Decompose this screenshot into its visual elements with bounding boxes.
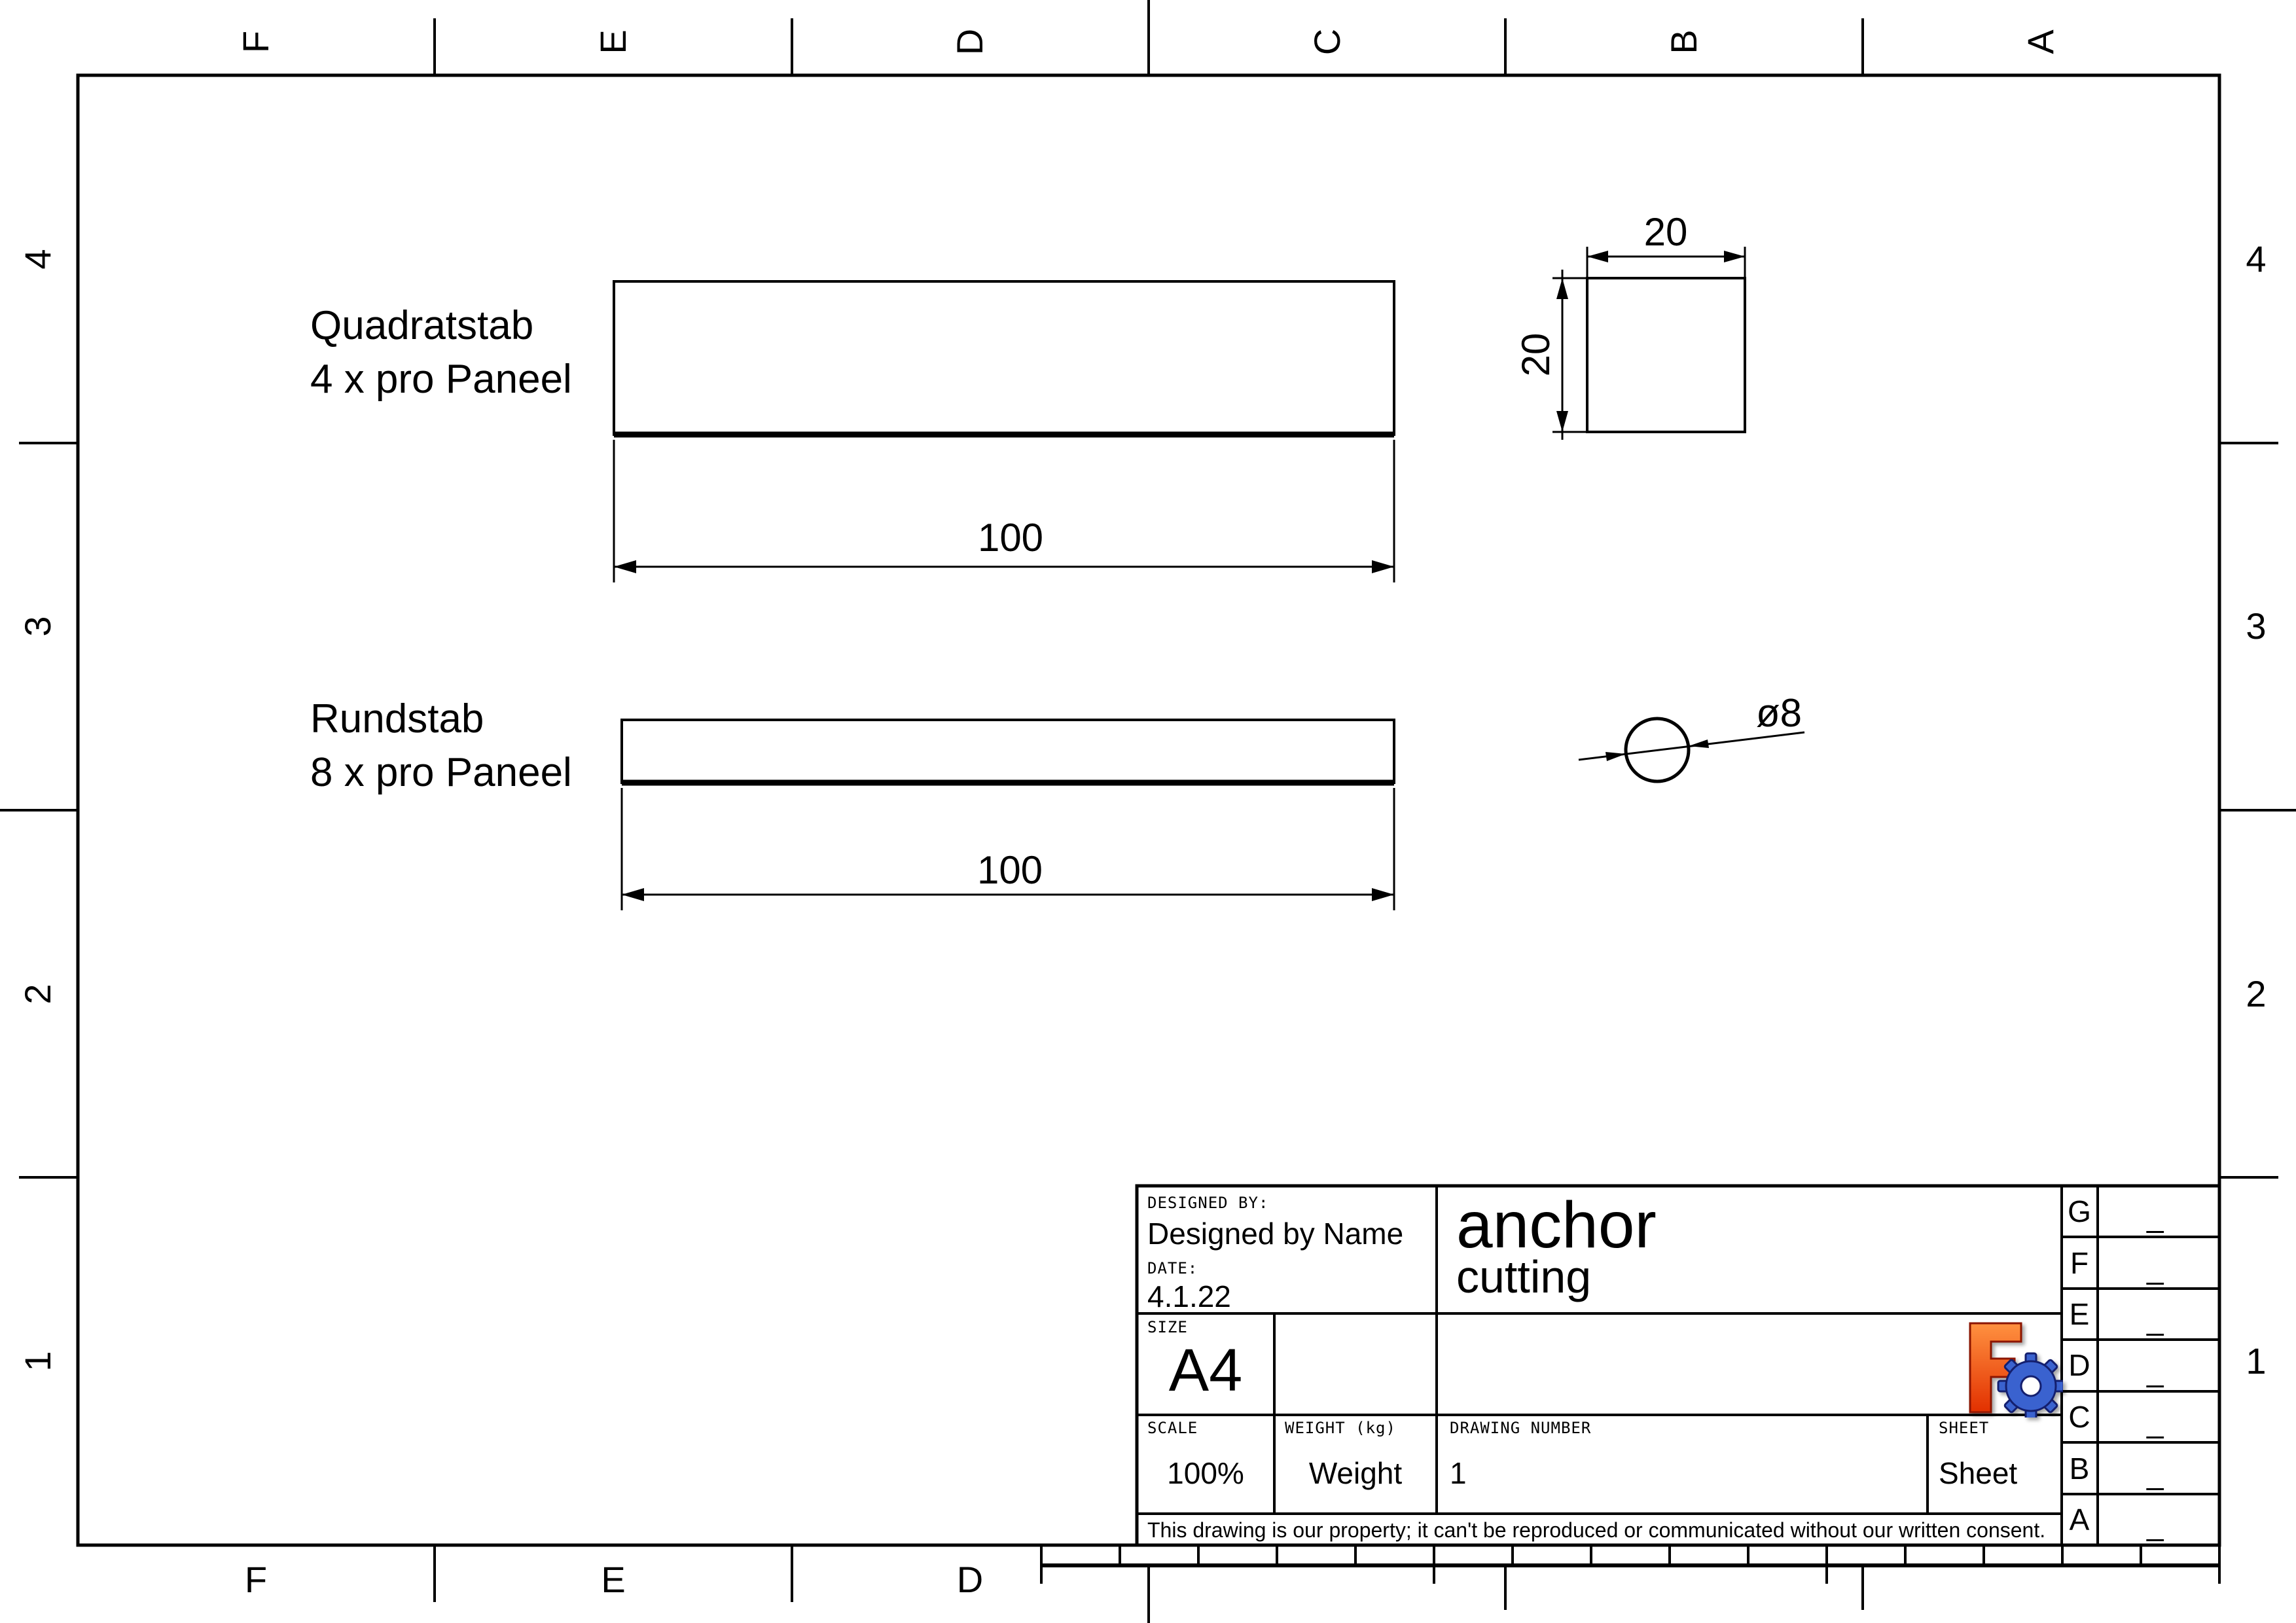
square-section-view	[1552, 247, 1745, 440]
scale-value: 100%	[1167, 1456, 1244, 1490]
drawing-number-label: DRAWING NUMBER	[1450, 1419, 1592, 1437]
zone-label-left-3: 3	[17, 616, 58, 637]
zone-label-top-f: F	[235, 30, 276, 54]
zone-label-left-1: 1	[17, 1351, 58, 1372]
zone-label-left-4: 4	[17, 249, 58, 270]
revision-value-d: _	[2147, 1354, 2164, 1388]
quadratstab-length-dim-text: 100	[977, 516, 1044, 560]
square-height-dim-text: 20	[1514, 332, 1558, 377]
zone-label-bottom-d: D	[956, 1559, 984, 1600]
revision-value-b: _	[2147, 1457, 2164, 1491]
revision-value-a: _	[2147, 1508, 2164, 1542]
zone-label-left-2: 2	[17, 984, 58, 1005]
quadratstab-label-line1: Quadratstab	[310, 303, 534, 348]
drawing-subtitle: cutting	[1456, 1251, 1592, 1302]
revision-letter-f: F	[2070, 1246, 2089, 1280]
zone-label-top-a: A	[2020, 29, 2061, 54]
revision-letter-a: A	[2069, 1503, 2090, 1537]
designed-by-value: Designed by Name	[1147, 1217, 1404, 1251]
weight-label: WEIGHT (kg)	[1285, 1419, 1396, 1437]
zone-label-top-b: B	[1663, 29, 1704, 54]
zone-label-right-4: 4	[2246, 238, 2267, 279]
zone-label-right-1: 1	[2246, 1340, 2267, 1382]
sheet-label: SHEET	[1939, 1419, 1990, 1437]
revision-value-c: _	[2147, 1405, 2164, 1439]
quadratstab-label-line2: 4 x pro Paneel	[310, 357, 572, 402]
drawing-title: anchor	[1456, 1188, 1657, 1262]
copyright-text: This drawing is our property; it can't be reproduced or communicated without our written consent.	[1147, 1518, 2046, 1542]
revision-value-g: _	[2147, 1200, 2164, 1234]
square-width-dim-text: 20	[1643, 210, 1688, 254]
revision-letter-c: C	[2068, 1400, 2090, 1434]
freecad-logo-gear	[1998, 1353, 2063, 1418]
date-label: DATE:	[1147, 1259, 1198, 1277]
date-value: 4.1.22	[1147, 1279, 1231, 1313]
revision-letter-d: D	[2068, 1348, 2090, 1382]
zone-label-bottom-e: E	[601, 1559, 626, 1600]
zone-label-top-e: E	[592, 29, 634, 54]
sheet-value: Sheet	[1939, 1456, 2018, 1490]
zone-label-top-c: C	[1306, 28, 1348, 56]
zone-label-right-2: 2	[2246, 973, 2267, 1014]
zone-label-right-3: 3	[2246, 605, 2267, 647]
revision-value-e: _	[2147, 1302, 2164, 1336]
scale-label: SCALE	[1147, 1419, 1198, 1437]
rundstab-label-line1: Rundstab	[310, 696, 484, 741]
rundstab-length-dim-text: 100	[977, 848, 1043, 892]
zone-label-top-d: D	[949, 28, 990, 56]
revision-letter-g: G	[2068, 1194, 2091, 1228]
weight-value: Weight	[1308, 1456, 1403, 1490]
rundstab-diameter-dim-text: ø8	[1755, 691, 1803, 735]
freecad-logo	[1964, 1319, 2063, 1418]
revision-letter-e: E	[2069, 1297, 2090, 1331]
size-value: A4	[1168, 1337, 1243, 1404]
designed-by-label: DESIGNED BY:	[1147, 1194, 1269, 1212]
revision-value-f: _	[2147, 1251, 2164, 1285]
reference-scale-ruler	[1041, 1545, 2219, 1584]
zone-label-bottom-f: F	[244, 1559, 268, 1600]
drawing-number-value: 1	[1450, 1456, 1467, 1490]
size-label: SIZE	[1147, 1318, 1188, 1336]
revision-letter-b: B	[2069, 1452, 2090, 1486]
rundstab-label-line2: 8 x pro Paneel	[310, 750, 572, 795]
